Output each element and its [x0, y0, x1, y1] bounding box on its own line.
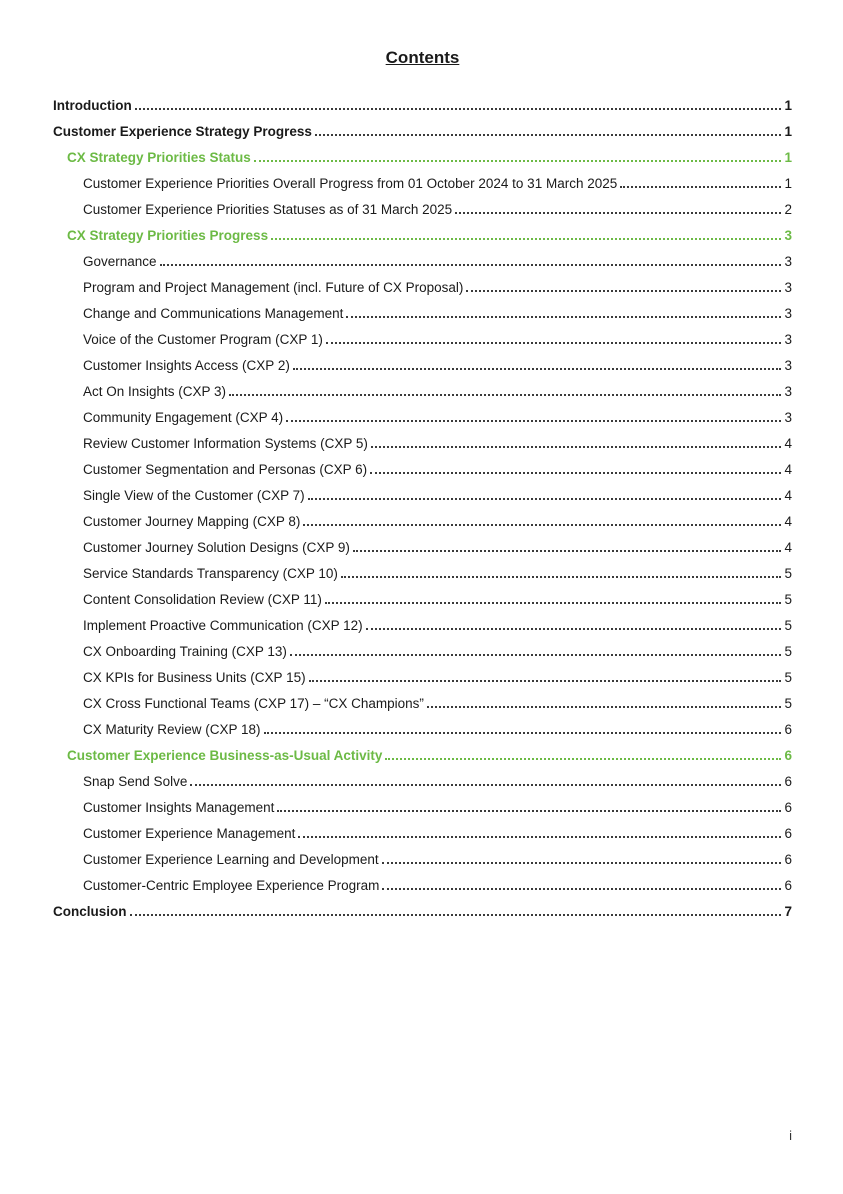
- toc-entry[interactable]: [83, 688, 792, 714]
- dot-leader: [308, 498, 782, 500]
- toc-entry[interactable]: [83, 610, 792, 636]
- dot-leader: [160, 264, 782, 266]
- toc-entry-label: Customer Experience Business-as-Usual Activity: [67, 748, 383, 763]
- toc-entry-page: 6: [784, 748, 792, 763]
- toc-entry-label: CX Strategy Priorities Status: [67, 150, 251, 165]
- toc-entry[interactable]: [83, 246, 792, 272]
- toc-entry-page: 3: [784, 280, 792, 295]
- toc-entry[interactable]: [83, 506, 792, 532]
- toc-entry-page: 3: [784, 384, 792, 399]
- toc-entry-label: CX Onboarding Training (CXP 13): [83, 644, 287, 659]
- dot-leader: [264, 732, 782, 734]
- toc-entry-page: 5: [784, 566, 792, 581]
- toc-entry-page: 6: [784, 800, 792, 815]
- dot-leader: [325, 602, 782, 604]
- toc-entry-page: 1: [784, 176, 792, 191]
- dot-leader: [130, 914, 782, 916]
- toc-entry-page: 5: [784, 696, 792, 711]
- toc-entry-label: Customer Experience Strategy Progress: [53, 124, 312, 139]
- dot-leader: [370, 472, 781, 474]
- toc-entry-label: CX KPIs for Business Units (CXP 15): [83, 670, 306, 685]
- toc-entry[interactable]: [53, 116, 792, 142]
- dot-leader: [190, 784, 781, 786]
- toc-entry-page: 6: [784, 774, 792, 789]
- footer-page-number: i: [789, 1128, 792, 1143]
- toc-entry-page: 4: [784, 436, 792, 451]
- toc-entry[interactable]: [83, 714, 792, 740]
- toc-entry-label: Customer Experience Priorities Overall Progress from 01 October 2024 to 31 March 2025: [83, 176, 618, 191]
- dot-leader: [427, 706, 782, 708]
- toc-entry-label: Customer-Centric Employee Experience Program: [83, 878, 380, 893]
- dot-leader: [341, 576, 782, 578]
- toc-entry-label: Customer Segmentation and Personas (CXP 6): [83, 462, 368, 477]
- toc-entry-page: 1: [784, 150, 792, 165]
- toc-entry-page: 1: [784, 98, 792, 113]
- toc-entry-label: Customer Experience Priorities Statuses as of 31 March 2025: [83, 202, 453, 217]
- toc-entry-page: 6: [784, 878, 792, 893]
- toc-entry[interactable]: [83, 792, 792, 818]
- toc-entry[interactable]: [83, 870, 792, 896]
- toc-entry-page: 4: [784, 488, 792, 503]
- toc-entry[interactable]: [53, 896, 792, 922]
- dot-leader: [229, 394, 781, 396]
- toc-entry-page: 6: [784, 826, 792, 841]
- toc-entry-label: Customer Insights Management: [83, 800, 275, 815]
- toc-entry[interactable]: [83, 766, 792, 792]
- toc-entry[interactable]: [83, 558, 792, 584]
- toc-entry[interactable]: [67, 220, 792, 246]
- dot-leader: [326, 342, 782, 344]
- toc-entry-page: 3: [784, 254, 792, 269]
- dot-leader: [286, 420, 781, 422]
- toc-entry[interactable]: [67, 740, 792, 766]
- toc-entry-label: Review Customer Information Systems (CXP 5): [83, 436, 368, 451]
- toc-entry-page: 5: [784, 670, 792, 685]
- toc-entry-page: 4: [784, 462, 792, 477]
- toc-entry-page: 3: [784, 306, 792, 321]
- toc-entry-page: 3: [784, 332, 792, 347]
- dot-leader: [309, 680, 782, 682]
- toc-entry-label: Act On Insights (CXP 3): [83, 384, 227, 399]
- toc-entry-label: Customer Journey Solution Designs (CXP 9): [83, 540, 350, 555]
- toc-entry[interactable]: [83, 402, 792, 428]
- toc-entry-page: 3: [784, 228, 792, 243]
- toc-entry-label: Conclusion: [53, 904, 127, 919]
- toc-entry[interactable]: [83, 298, 792, 324]
- toc-entry-label: Service Standards Transparency (CXP 10): [83, 566, 338, 581]
- dot-leader: [382, 888, 781, 890]
- toc-entry-label: Change and Communications Management: [83, 306, 344, 321]
- toc-entry-page: 6: [784, 852, 792, 867]
- toc-entry-label: Introduction: [53, 98, 132, 113]
- toc-entry[interactable]: [83, 662, 792, 688]
- dot-leader: [385, 758, 781, 760]
- toc-entry-label: Customer Journey Mapping (CXP 8): [83, 514, 301, 529]
- toc-entry-label: Snap Send Solve: [83, 774, 188, 789]
- toc-entry-label: Governance: [83, 254, 157, 269]
- toc-entry-label: CX Cross Functional Teams (CXP 17) – “CX Champions”: [83, 696, 424, 711]
- dot-leader: [455, 212, 781, 214]
- toc-entry-page: 2: [784, 202, 792, 217]
- toc-entry[interactable]: [83, 584, 792, 610]
- toc-entry-page: 3: [784, 410, 792, 425]
- dot-leader: [293, 368, 782, 370]
- toc-entry-page: 3: [784, 358, 792, 373]
- toc-entry-label: Single View of the Customer (CXP 7): [83, 488, 305, 503]
- toc-entry-page: 6: [784, 722, 792, 737]
- toc-entry-label: Implement Proactive Communication (CXP 12): [83, 618, 363, 633]
- toc-entry-label: Customer Experience Management: [83, 826, 296, 841]
- dot-leader: [290, 654, 782, 656]
- toc-entry-label: Customer Experience Learning and Development: [83, 852, 379, 867]
- toc-entry-page: 7: [784, 904, 792, 919]
- toc-entry-label: Community Engagement (CXP 4): [83, 410, 284, 425]
- toc-entry-page: 4: [784, 514, 792, 529]
- dot-leader: [382, 862, 782, 864]
- toc-entry[interactable]: [83, 818, 792, 844]
- toc-entry[interactable]: [83, 844, 792, 870]
- toc-entry[interactable]: [83, 194, 792, 220]
- toc-list: [53, 90, 792, 922]
- toc-entry-page: 4: [784, 540, 792, 555]
- dot-leader: [353, 550, 782, 552]
- toc-entry[interactable]: [83, 480, 792, 506]
- toc-entry-label: Content Consolidation Review (CXP 11): [83, 592, 322, 607]
- dot-leader: [366, 628, 782, 630]
- toc-entry[interactable]: [53, 90, 792, 116]
- dot-leader: [466, 290, 781, 292]
- toc-entry[interactable]: [83, 324, 792, 350]
- toc-entry-label: Voice of the Customer Program (CXP 1): [83, 332, 323, 347]
- dot-leader: [298, 836, 781, 838]
- toc-entry[interactable]: [83, 636, 792, 662]
- dot-leader: [254, 160, 782, 162]
- toc-entry[interactable]: [83, 168, 792, 194]
- toc-entry-page: 5: [784, 618, 792, 633]
- toc-entry[interactable]: [83, 428, 792, 454]
- toc-entry[interactable]: [83, 272, 792, 298]
- dot-leader: [371, 446, 782, 448]
- dot-leader: [277, 810, 781, 812]
- toc-entry-label: Customer Insights Access (CXP 2): [83, 358, 290, 373]
- dot-leader: [135, 108, 782, 110]
- toc-entry-label: CX Strategy Priorities Progress: [67, 228, 269, 243]
- toc-entry-label: CX Maturity Review (CXP 18): [83, 722, 261, 737]
- toc-entry[interactable]: [83, 350, 792, 376]
- toc-entry[interactable]: [83, 454, 792, 480]
- toc-entry[interactable]: [83, 532, 792, 558]
- dot-leader: [620, 186, 781, 188]
- toc-entry-page: 5: [784, 592, 792, 607]
- toc-entry[interactable]: [67, 142, 792, 168]
- toc-entry-label: Program and Project Management (incl. Future of CX Proposal): [83, 280, 464, 295]
- dot-leader: [271, 238, 781, 240]
- toc-entry-page: 5: [784, 644, 792, 659]
- dot-leader: [346, 316, 781, 318]
- toc-entry[interactable]: [83, 376, 792, 402]
- dot-leader: [303, 524, 781, 526]
- dot-leader: [315, 134, 782, 136]
- page-title: Contents: [385, 48, 460, 67]
- toc-entry-page: 1: [784, 124, 792, 139]
